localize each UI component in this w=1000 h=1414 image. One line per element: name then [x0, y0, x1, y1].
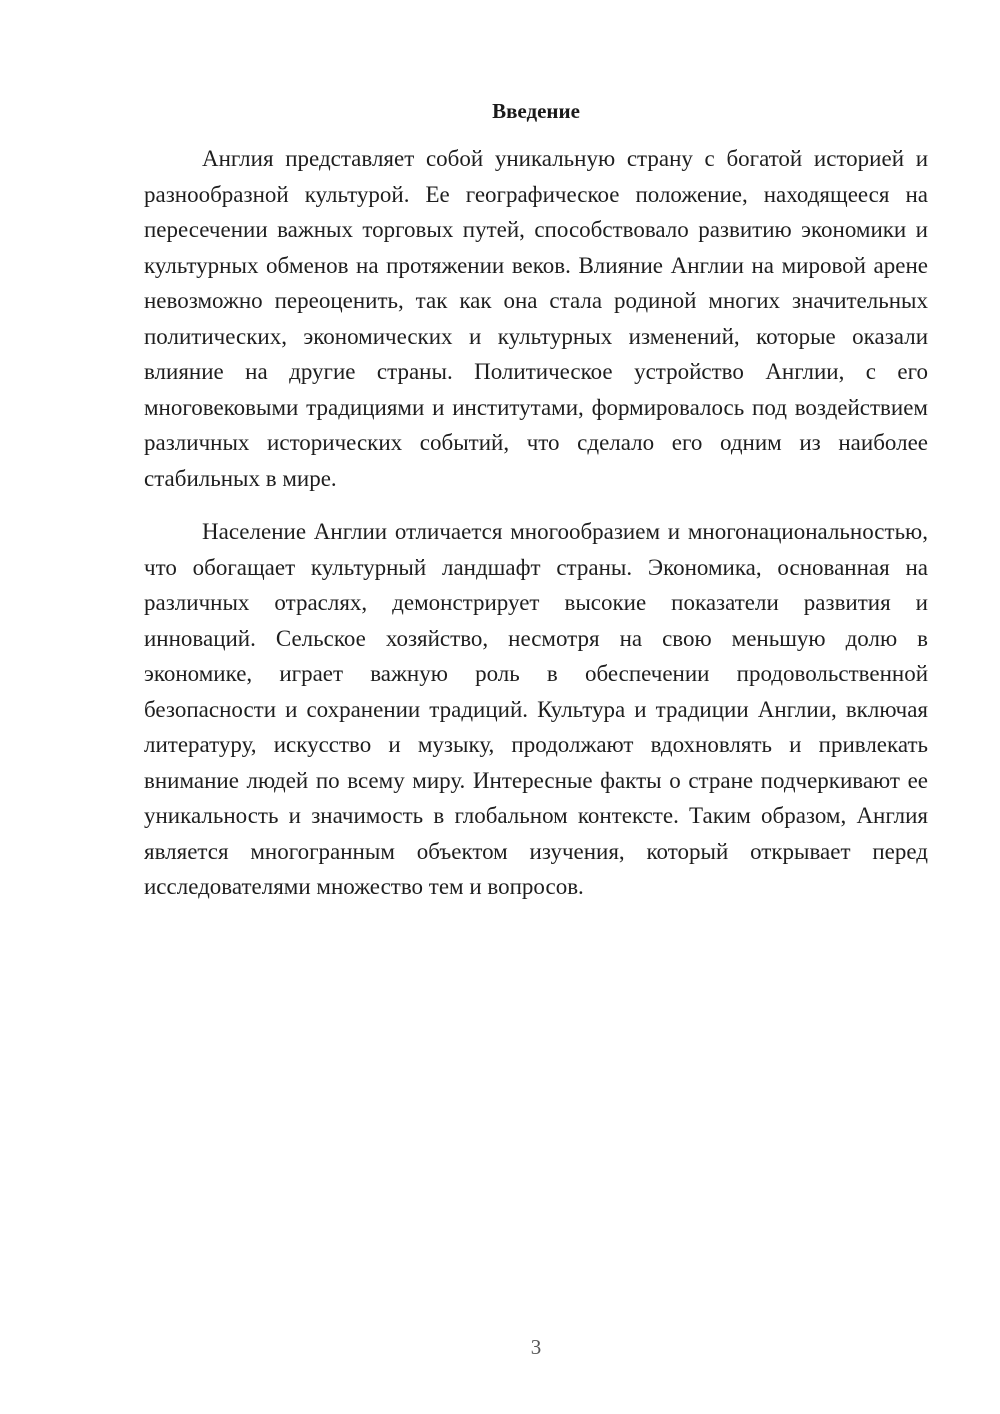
paragraph-intro: Англия представляет собой уникальную страну с богатой историей и разнообразной культурой. Ее географическое положение, находящееся на пересечении важных торговых путей, способствовало развитию экономики и культурных обменов на протяжении веков. Влияние Англии на мировой арене невозможно переоценить, так как она стала родиной многих значительных политических, экономических и культурных изменений, которые оказали влияние на другие страны. Политическое устройство Англии, с его многовековыми традициями и институтами, формировалось под воздействием различных исторических событий, что сделало его одним из наиболее стабильных в мире.: [144, 146, 928, 491]
paragraph-population: Население Англии отличается многообразием и многонациональностью, что обогащает культурный ландшафт страны. Экономика, основанная на различных отраслях, демонстрирует высокие показатели развития и инноваций. Сельское хозяйство, несмотря на свою меньшую долю в экономике, играет важную роль в обеспечении продовольственной безопасности и сохранении традиций. Культура и традиции Англии, включая литературу, искусство и музыку, продолжают вдохновлять и привлекать внимание людей по всему миру. Интересные факты о стране подчеркивают ее уникальность и значимость в глобальном контексте. Таким образом, Англия является многогранным объектом изучения, который открывает перед исследователями множество тем и вопросов.: [144, 519, 928, 899]
page-number: 3: [530, 1335, 542, 1359]
section-heading: Введение: [492, 99, 580, 123]
